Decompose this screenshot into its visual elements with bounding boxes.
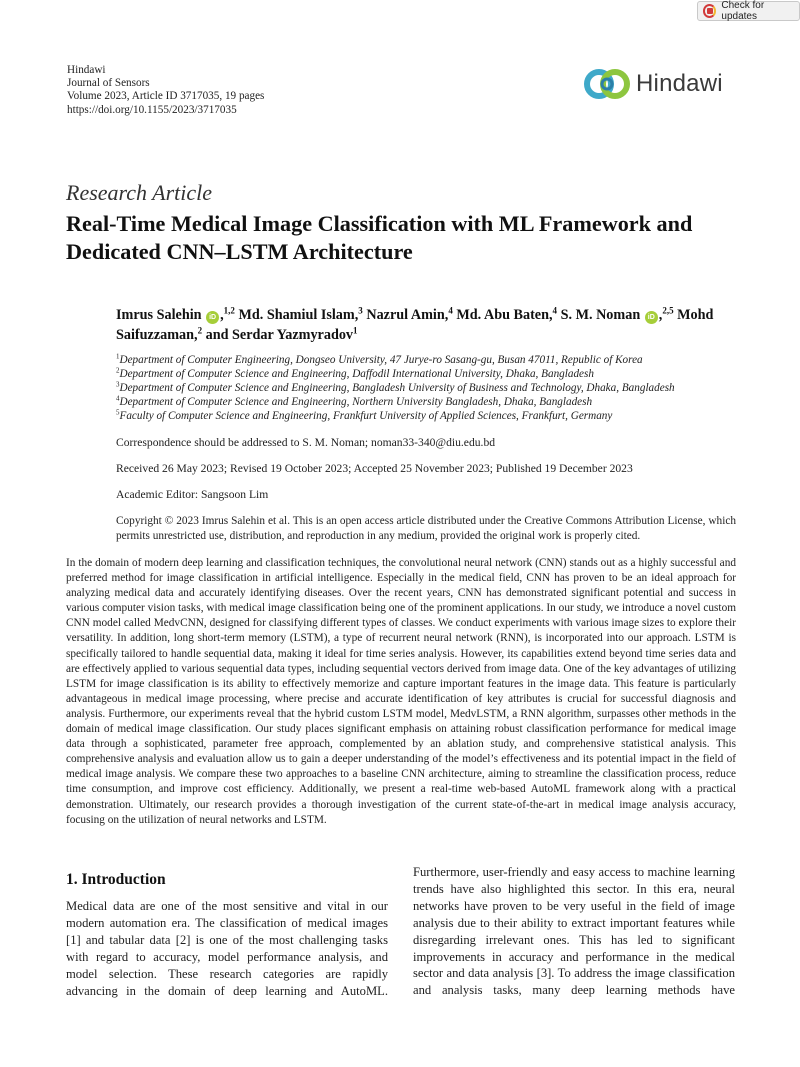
author-name: Md. Abu Baten, [456,307,553,323]
author-name: Mohd Saifuzzaman, [116,307,714,343]
author-affiliation-number: 1 [353,325,358,336]
author-name: and Serdar Yazmyradov [205,327,354,343]
author-name: S. M. Noman [560,307,641,323]
affiliation [116,367,756,381]
academic-editor: Academic Editor: Sangsoon Lim [116,488,269,501]
journal-volume: Volume 2023, Article ID 3717035, 19 pages [67,90,265,103]
author: S. M. Noman iD ,$^{2,5}$ [560,305,674,323]
article-type: Research Article [66,180,213,205]
affiliation [116,409,756,423]
orcid-icon[interactable]: iD [206,311,219,324]
author [366,307,452,323]
affiliation-number: 1 [116,352,120,361]
hindawi-logo-text: Hindawi [636,70,723,97]
affiliation-number: 3 [116,380,120,389]
author-name: Imrus Salehin [116,307,202,323]
affiliation-text: Department of Computer Science and Engineering, Bangladesh University of Business and Technology, Dhaka, Bangladesh [119,382,675,395]
affiliation-number: 4 [116,394,120,403]
affiliation-text: Department of Computer Science and Engineering, Daffodil International University, Dhaka, Bangladesh [119,368,594,381]
affiliation [116,353,756,367]
affiliation [116,395,756,409]
abstract: In the domain of modern deep learning and classification techniques, the convolutional neural network (CNN) stands out as a highly successful and preferred method for image classification in artificial intelligence. Especially in the medical field, CNN has proven to be an ideal approach for analyzing medical data and accurately identifying diseases. Over the recent years, CNN has demonstrated significant potential and success in various computer vision tasks, with medical image classification being one of the prominent applications. In our study, we introduce a novel custom CNN model called MedvCNN, designed for classifying different types of classes. We conduct experiments with various image sizes to explore their versatility. In addition, long short-term memory (LSTM), a type of recurrent neural network (RNN), is incorporated into our approach. LSTM is specifically tailored to handle sequential data, making it ideal for time series analysis. However, its capabilities extend beyond time series data and are effectively applied to various sequential data types, including sequential vectors derived from image data. One of the key advantages of utilizing LSTM for image classification is its ability to effectively memorize and capture important features in the image data. This feature is particularly advantageous in medical image processing, where precise and accurate identification of key attributes is crucial for successful diagnosis and analysis. Furthermore, our experiments reveal that the hybrid custom LSTM model, MedvLSTM, a RNN algorithm, surpasses other methods in the domain of medical image classification. Our study places significant emphasis on attaining robust classification performance for medical image data through a sophisticated, parameter free approach, complemented by an ablation study, and comprehensive statistical analysis. This comprehensive analysis and evaluation allow us to gain a deeper understanding of the model’s effectiveness and its potential impact in the field of medical image analysis. We compare these two approaches to a baseline CNN architecture, aiming to streamline the classification process, reduce time consumption, and improve cost efficiency. Additionally, we present a real-time web-based AutoML framework along with a practical demonstration. Ultimately, our research provides a thorough investigation of the current state-of-the-art in medical image analysis accuracy, focusing on the utilization of neural networks and LSTM. [66,557,736,826]
author-affiliation-number: 4 [552,305,558,316]
author-affiliation-number: 2 [197,325,203,336]
affiliation-text: Faculty of Computer Science and Engineering, Frankfurt University of Applied Sciences, Frankfurt, Germany [119,410,613,423]
check-for-updates-icon [703,4,716,18]
check-for-updates-label: Check for updates [721,0,765,22]
affiliation-number: 2 [116,366,120,375]
author-name: Md. Shamiul Islam, [238,307,359,323]
author-affiliation-number: 3 [358,305,363,316]
section-heading-introduction: 1. Introduction [66,871,166,888]
author [206,327,358,343]
affiliation-number: 5 [116,408,120,417]
check-for-updates-button[interactable] [697,1,800,21]
journal-meta [67,64,264,117]
body-column-left: Medical data are one of the most sensitive and vital in our modern automation era. The classification of medical images [1] and tabular data [2] is one of the most challenging tasks with regard to accuracy, model performance analysis, and model selection. These research categories are rapidly advancing in the domain of deep learning and AutoML. [66,899,388,998]
publisher-name: Hindawi [67,64,106,76]
copyright-notice: Copyright © 2023 Imrus Salehin et al. This is an open access article distributed under the Creative Commons Attribution License, which permits unrestricted use, distribution, and reproduction in any medium, provided the original work is properly cited. [116,515,736,543]
author-affiliation-number: 1,2 [223,305,235,316]
publication-dates: Received 26 May 2023; Revised 19 October 2023; Accepted 25 November 2023; Published 19 December 2023 [116,462,633,475]
author [238,307,362,323]
author: Imrus Salehin iD ,$^{1,2}$ [116,305,235,323]
correspondence: Correspondence should be addressed to S. M. Noman; noman33-340@diu.edu.bd [116,436,496,449]
hindawi-logo-icon [582,66,634,102]
doi-link[interactable]: https://doi.org/10.1155/2023/3717035 [67,103,237,116]
affiliation-text: Department of Computer Science and Engineering, Northern University Bangladesh, Dhaka, Bangladesh [119,396,593,409]
journal-name: Journal of Sensors [67,77,150,90]
author-name: Nazrul Amin, [366,307,449,323]
author-affiliation-number: 4 [448,305,453,316]
orcid-icon[interactable]: iD [645,311,658,324]
affiliation-list [116,353,756,423]
author-list [116,305,756,345]
affiliation-text: Department of Computer Engineering, Dongseo University, 47 Jurye-ro Sasang-gu, Busan 47011, Republic of Korea [119,354,643,366]
article-title: Real-Time Medical Image Classification with ML Framework and Dedicated CNN–LSTM Architecture [66,211,693,264]
author [456,307,557,323]
hindawi-logo [582,64,738,104]
body-column-right: Furthermore, user-friendly and easy access to machine learning trends have also highlighted this sector. In this era, neural networks have proven to be very useful in the field of image analysis due to their ability to extract important features while disregarding irrelevant ones. This has led to significant improvements in accuracy and performance in the medical sector and data analysis [3]. To address the image classification and analysis tasks, many deep learning methods have [413,865,735,998]
affiliation [116,381,756,395]
author-affiliation-number: 2,5 [662,305,674,316]
